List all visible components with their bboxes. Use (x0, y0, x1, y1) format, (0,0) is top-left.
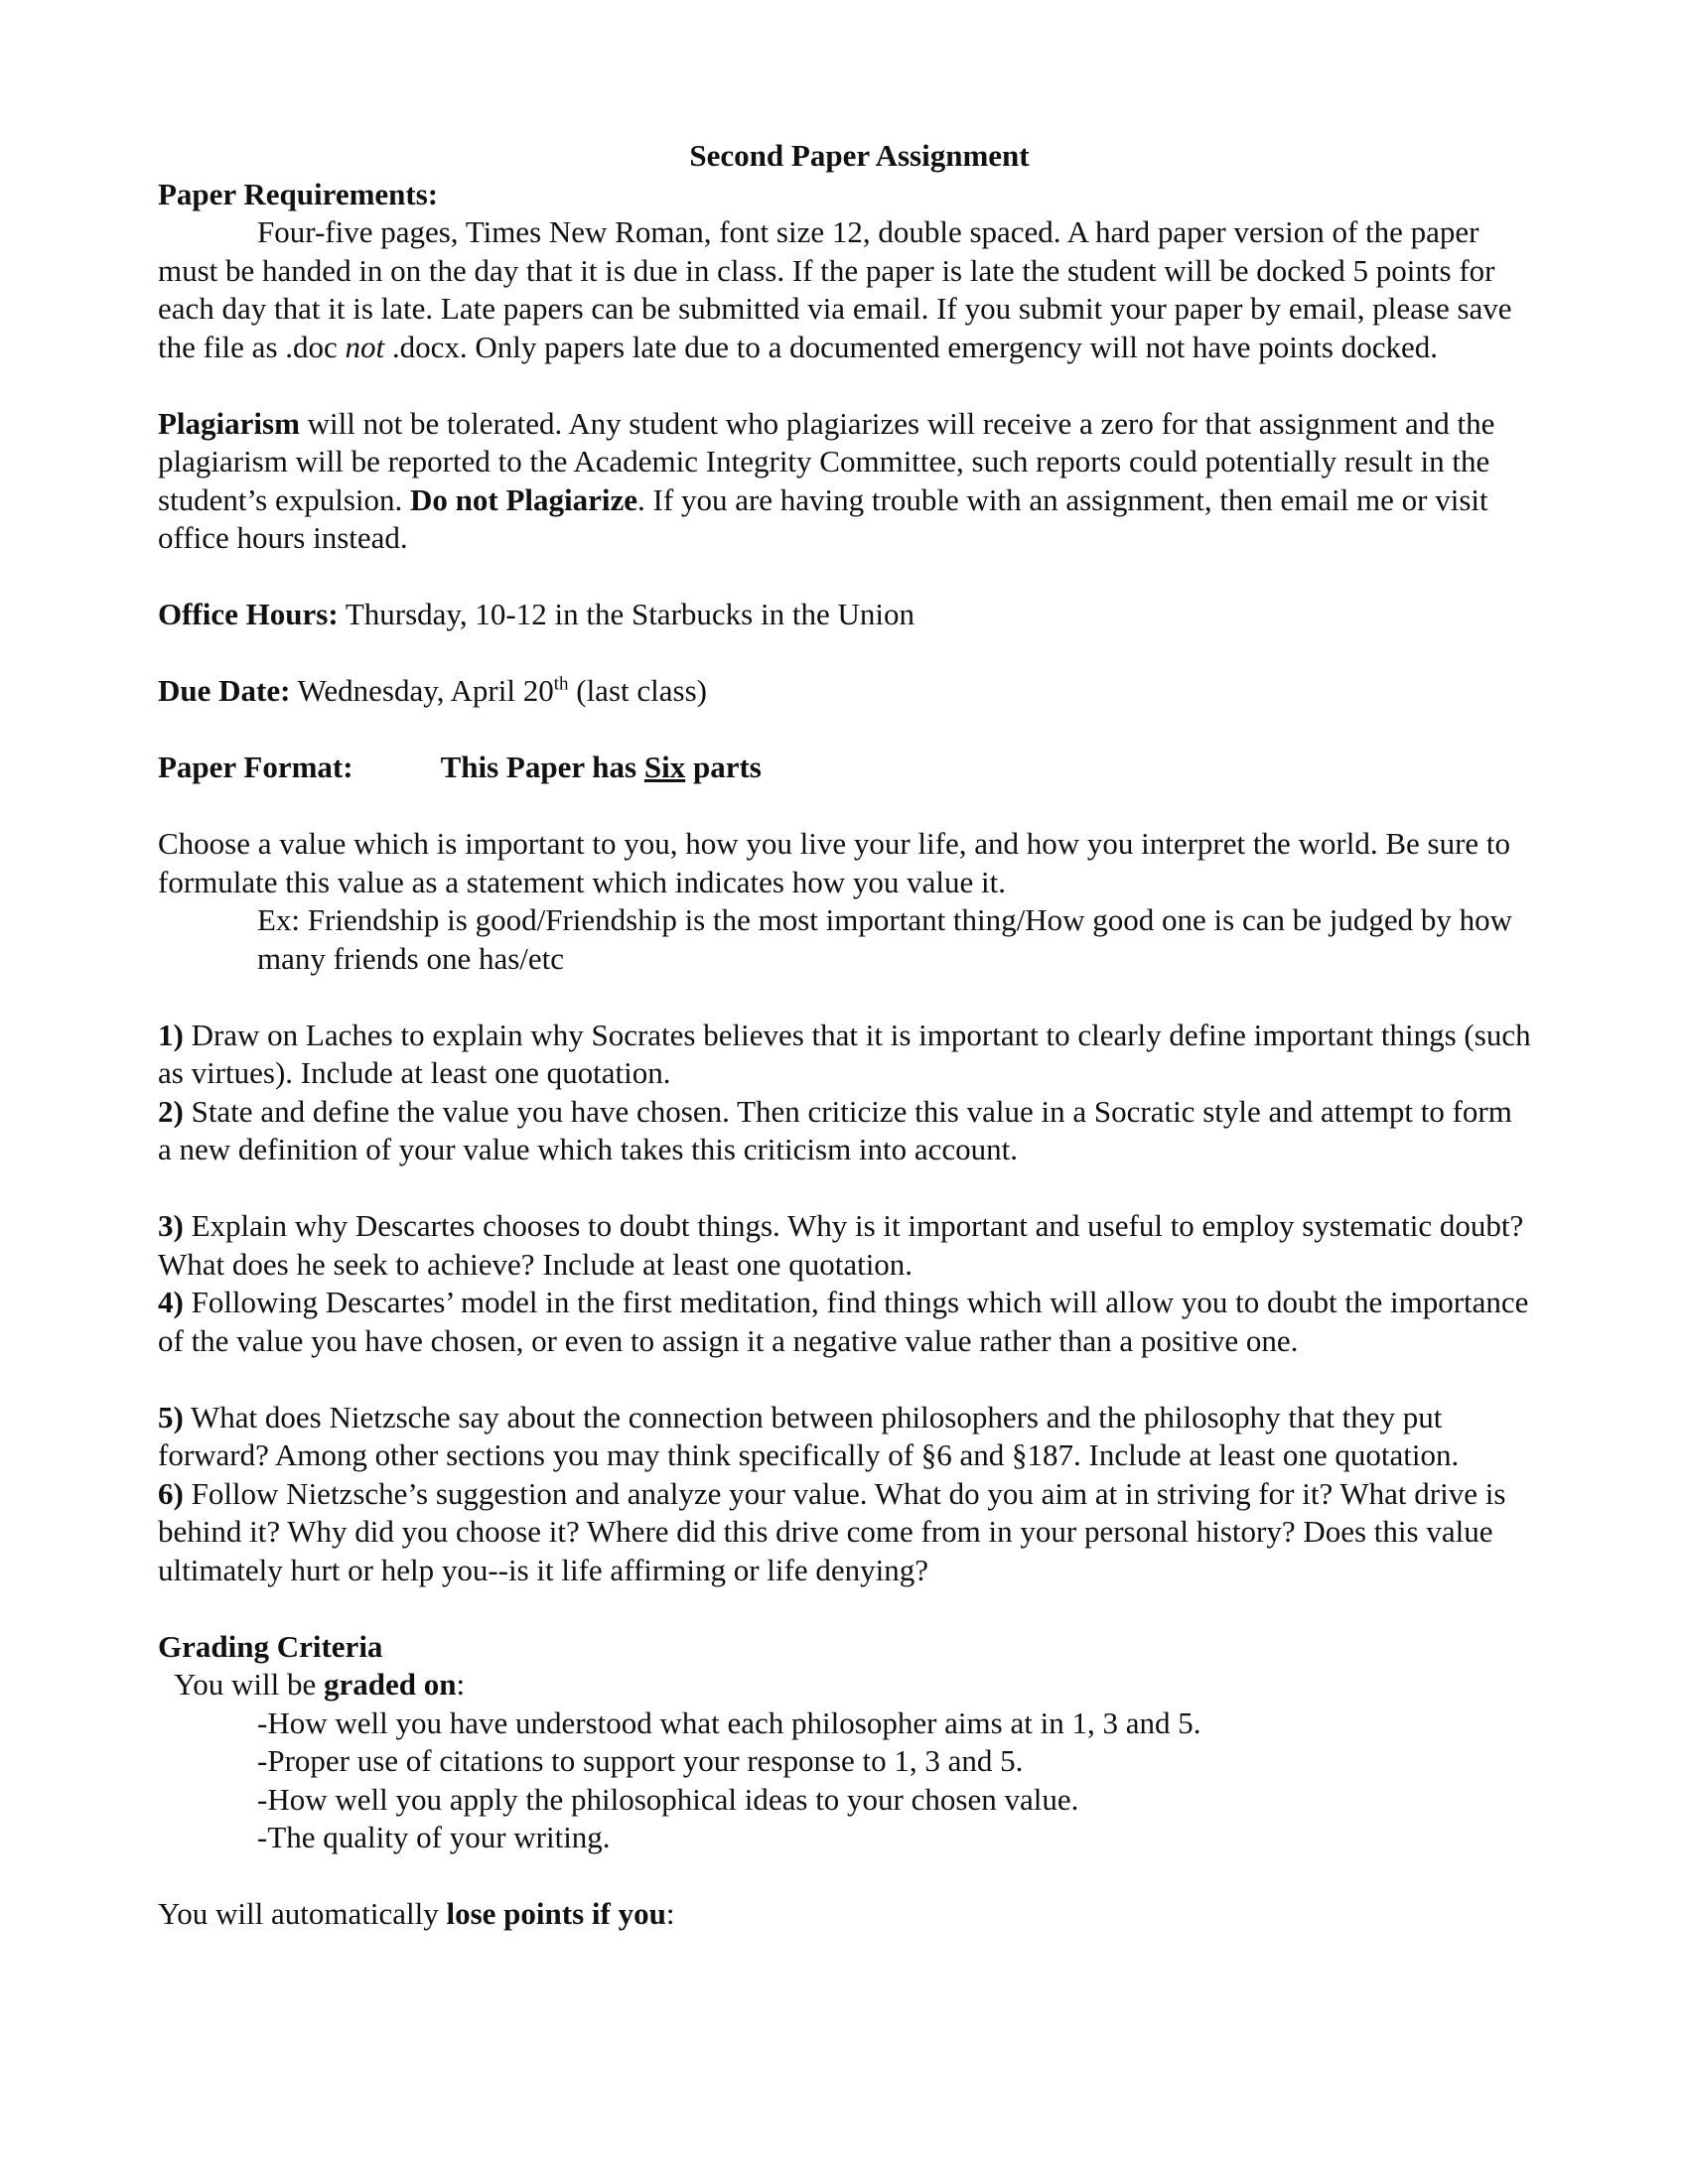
part-3 (158, 1207, 1533, 1284)
requirements-text-1: Four-five pages, Times New Roman, font size 12, double spaced. A hard paper version of the paper must be handed in on the day that it is due in class. If the paper is late the student will be docked 5 points for each day that it is late. Late papers can be submitted via email. If you submit your paper by email, please save the file as .doc (158, 214, 1512, 364)
grading-lead-2: : (456, 1667, 466, 1702)
due-date (158, 672, 1533, 711)
intro-example: Ex: Friendship is good/Friendship is the most important thing/How good one is can be judged by how many friends one has/etc (257, 902, 1513, 976)
grading-item: -How well you have understood what each philosopher aims at in 1, 3 and 5. (257, 1705, 1201, 1740)
plagiarism-text-1: will not be tolerated. Any student who plagiarizes will receive a zero for that assignment and the plagiarism will be reported to the Academic Integrity Committee, such reports could potentially result in the student’s expulsion. (158, 405, 1495, 517)
due-date-suffix: (last class) (568, 673, 707, 708)
requirements-not: not (345, 329, 385, 364)
part-2 (158, 1093, 1533, 1169)
office-hours (158, 596, 1533, 634)
part-number: 2) (158, 1093, 184, 1129)
part-5 (158, 1399, 1533, 1475)
part-text: Follow Nietzsche’s suggestion and analyze your value. What do you aim at in striving for it? What drive is behind it? Why did you choose it? Where did this drive come from in your personal history? Does this value ultimately hurt or help you--is it life affirming or life denying? (158, 1475, 1506, 1587)
part-6 (158, 1475, 1533, 1590)
office-hours-label: Office Hours: (158, 597, 339, 631)
due-date-value: Wednesday, April 20 (290, 673, 554, 708)
requirements-heading: Paper Requirements: (158, 176, 439, 211)
requirements-text-2: .docx. Only papers late due to a documented emergency will not have points docked. (384, 329, 1439, 364)
part-text: Draw on Laches to explain why Socrates believes that it is important to clearly define important things (such as virtues). Include at least one quotation. (158, 1017, 1531, 1090)
grading-lead-bold: graded on (324, 1667, 457, 1702)
requirements-paragraph (158, 213, 1533, 366)
part-number: 6) (158, 1475, 184, 1511)
due-date-label: Due Date: (158, 673, 291, 708)
grading-heading: Grading Criteria (158, 1628, 383, 1664)
page-title: Second Paper Assignment (689, 138, 1030, 173)
paper-format-label: Paper Format: (158, 750, 353, 784)
part-text: Following Descartes’ model in the first meditation, find things which will allow you to doubt the importance of the value you have chosen, or even to assign it a negative value rather than a positive one. (158, 1285, 1529, 1358)
part-4 (158, 1284, 1533, 1360)
plagiarism-paragraph (158, 405, 1533, 558)
plagiarism-lead: Plagiarism (158, 405, 300, 441)
grading-item: -The quality of your writing. (257, 1820, 611, 1854)
intro-paragraph: Choose a value which is important to you, how you live your life, and how you interpret the world. Be sure to formulate this value as a statement which indicates how you value it. (158, 826, 1511, 899)
lose-points (158, 1895, 1533, 1934)
paper-format-six: Six (643, 750, 686, 784)
part-number: 5) (158, 1399, 184, 1434)
paper-format-text-2: parts (685, 750, 762, 784)
lose-points-bold: lose points if you (446, 1896, 666, 1931)
part-text: What does Nietzsche say about the connection between philosophers and the philosophy that they put forward? Among other sections you may think specifically of §6 and §187. Include at least one quotation. (158, 1399, 1460, 1472)
plagiarism-text-2: . If you are having trouble with an assignment, then email me or visit office hours instead. (158, 481, 1488, 555)
part-text: State and define the value you have chosen. Then criticize this value in a Socratic style and attempt to form a new definition of your value which takes this criticism into account. (158, 1093, 1512, 1166)
part-text: Explain why Descartes chooses to doubt things. Why is it important and useful to employ systematic doubt? What does he seek to achieve? Include at least one quotation. (158, 1208, 1524, 1282)
paper-format-text-1: This Paper has (440, 750, 644, 784)
part-number: 3) (158, 1208, 184, 1243)
document-body (158, 137, 1533, 1934)
grading-lead-1: You will be (174, 1667, 325, 1702)
grading-item: -Proper use of citations to support your response to 1, 3 and 5. (257, 1743, 1024, 1778)
part-number: 4) (158, 1285, 184, 1319)
lose-points-text-2: : (665, 1896, 675, 1931)
lose-points-text-1: You will automatically (158, 1896, 447, 1931)
grading-item: -How well you apply the philosophical ideas to your chosen value. (257, 1781, 1079, 1817)
due-date-sup: th (553, 673, 569, 695)
plagiarism-emphasis: Do not Plagiarize (410, 481, 638, 517)
part-1 (158, 1017, 1533, 1093)
part-number: 1) (158, 1017, 184, 1052)
paper-format (158, 749, 1533, 787)
office-hours-value: Thursday, 10-12 in the Starbucks in the Union (338, 597, 914, 631)
grading-lead (158, 1666, 1533, 1705)
